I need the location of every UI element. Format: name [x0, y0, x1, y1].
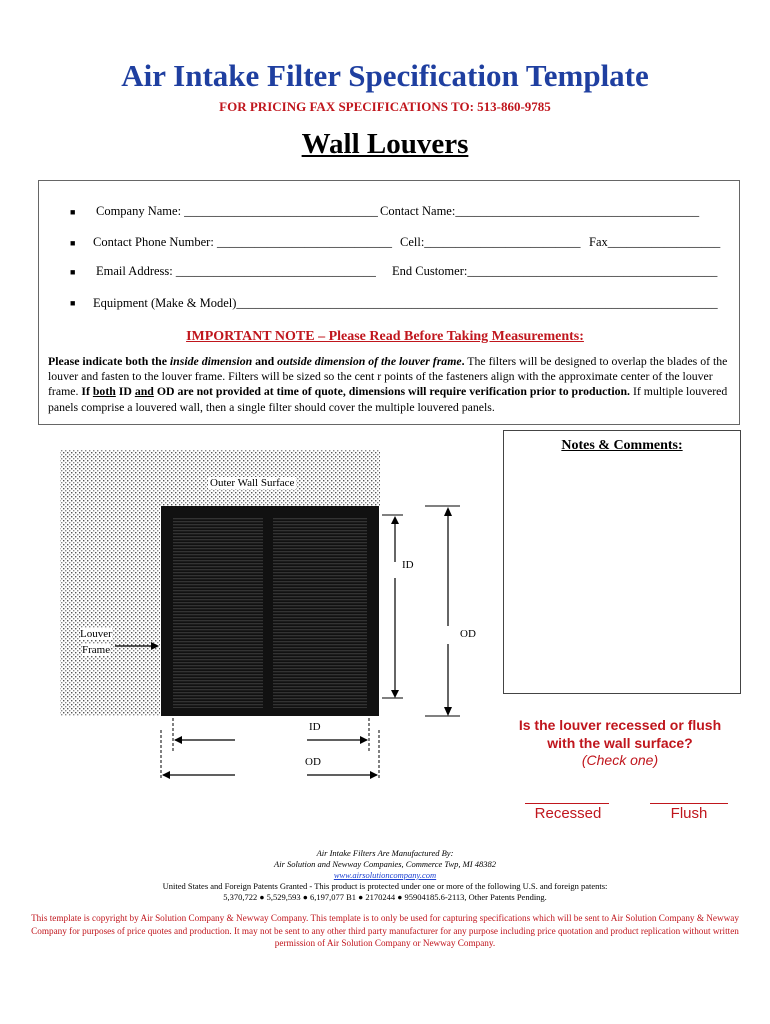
bullet-icon: ■	[70, 267, 76, 277]
note-tail: If multiple louvered panels comprise a louvered wall, then a single filter should cover the multiple louvered panels.	[48, 384, 728, 414]
footer-link[interactable]: www.airsolutioncompany.com	[333, 870, 437, 880]
outer-wall-label: Outer Wall Surface	[210, 477, 295, 489]
louver-diagram	[55, 440, 495, 790]
check-one-label: (Check one)	[581, 752, 659, 768]
equipment-field[interactable]: Equipment (Make & Model)_____________________________________________________________________________	[93, 296, 718, 310]
recessed-option[interactable]: Recessed	[534, 805, 602, 822]
footer-patents: United States and Foreign Patents Granted - This product is protected under one or more of the following U.S. and foreign patents:	[162, 881, 608, 891]
recess-question-line1: Is the louver recessed or flush	[518, 717, 722, 733]
company-name-field[interactable]: Company Name: _______________________________	[96, 204, 378, 218]
footer-line1: Air Intake Filters Are Manufactured By:	[316, 848, 454, 858]
louver-label: Louver	[80, 628, 112, 640]
notes-box[interactable]	[503, 430, 741, 694]
notes-title: Notes & Comments:	[561, 438, 683, 453]
page-title: Air Intake Filter Specification Template	[121, 58, 649, 93]
frame-label: Frame	[82, 644, 111, 656]
note-and: and	[252, 354, 278, 368]
recessed-checkline[interactable]	[525, 803, 609, 804]
id-vertical-label: ID	[402, 559, 414, 571]
email-field[interactable]: Email Address: ________________________________	[96, 264, 376, 278]
note-body: The filters will be designed to overlap the blades of the louver and fasten to the louver frame. Filters will be sized so the cent r points of the fasteners align with the approximate center of the louver frame.	[48, 354, 728, 399]
bullet-icon: ■	[70, 298, 76, 308]
footer-line2: Air Solution and Newway Companies, Commerce Twp, MI 48382	[274, 859, 496, 869]
note-em-outside: outside dimension of the louver frame	[277, 354, 462, 368]
note-verification: OD are not provided at time of quote, dimensions will require verification prior to production.	[153, 384, 631, 399]
recess-question-line2: with the wall surface?	[547, 735, 693, 751]
flush-checkline[interactable]	[650, 803, 728, 804]
fax-field[interactable]: Fax__________________	[589, 235, 721, 249]
fax-line: FOR PRICING FAX SPECIFICATIONS TO: 513-860-9785	[219, 99, 551, 114]
contact-name-field[interactable]: Contact Name:_______________________________________	[380, 204, 700, 218]
note-id: ID	[115, 384, 135, 399]
end-customer-field[interactable]: End Customer:________________________________________	[392, 264, 718, 278]
bullet-icon: ■	[70, 207, 76, 217]
od-horizontal-label: OD	[305, 756, 321, 768]
important-note-text	[48, 354, 728, 415]
footer-patent-numbers: 5,370,722 ● 5,529,593 ● 6,197,077 B1 ● 2170244 ● 95904185.6-2113, Other Patents Pending.	[223, 892, 547, 902]
flush-option[interactable]: Flush	[670, 805, 708, 822]
section-title: Wall Louvers	[301, 128, 469, 160]
id-horizontal-label: ID	[309, 721, 321, 733]
od-vertical-label: OD	[460, 628, 476, 640]
contact-phone-field[interactable]: Contact Phone Number: ____________________________	[93, 235, 392, 249]
louver-blades-right	[273, 518, 367, 708]
note-em-inside: inside dimension	[169, 354, 253, 368]
note-both: both	[92, 384, 116, 399]
note-bold-intro: Please indicate both the	[48, 354, 170, 368]
copyright-notice: This template is copyright by Air Solution Company & Newway Company. This template is to only be used for capturing specifications which will be sent to Air Solution Company & Newway Company for purposes of price quotes and production. It may not be sent to any other third party manufacturer for any purpose including price quotation and product replication without written permission of Air Solution Company or Newway Company.	[31, 913, 739, 948]
important-note-title: IMPORTANT NOTE – Please Read Before Taking Measurements:	[186, 329, 584, 344]
louver-blades-left	[173, 518, 263, 708]
cell-field[interactable]: Cell:_________________________	[400, 235, 581, 249]
recess-question	[480, 716, 760, 752]
wall-left-texture	[60, 506, 160, 716]
note-period: .	[461, 354, 465, 368]
note-and-underlined: and	[134, 384, 154, 399]
note-if: If	[81, 384, 93, 399]
bullet-icon: ■	[70, 238, 76, 248]
